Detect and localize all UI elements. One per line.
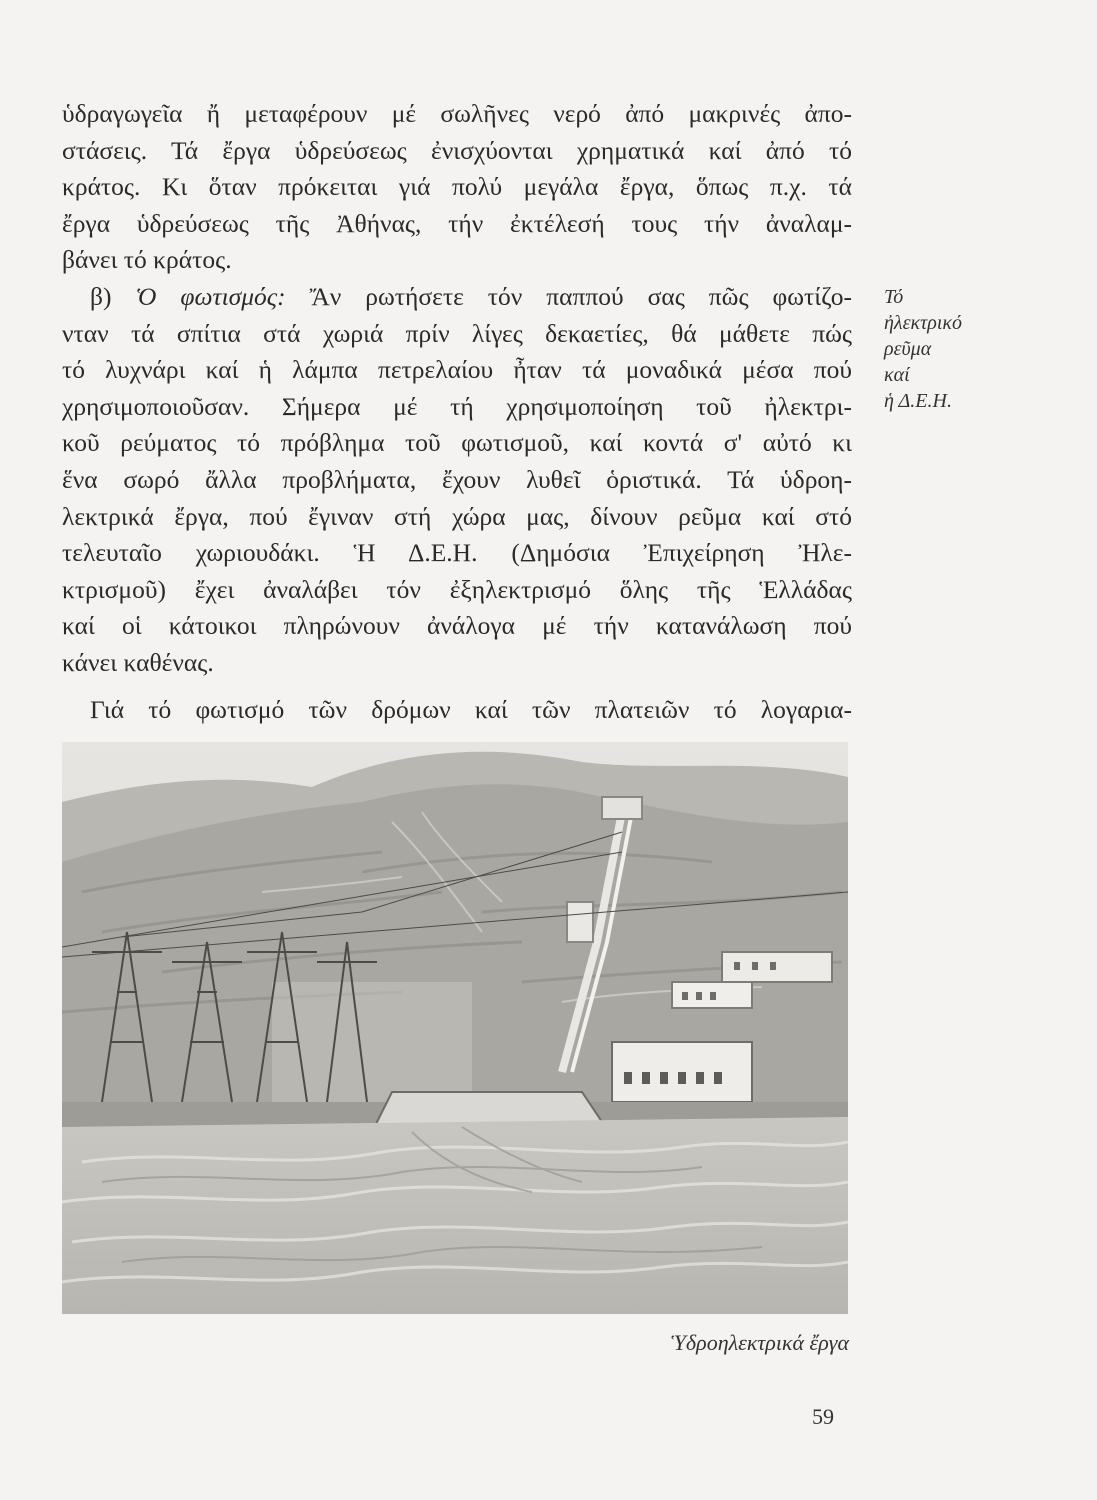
text-line — [62, 279, 852, 316]
text-line: νταν τά σπίτια στά χωριά πρίν λίγες δεκαετίες, θά μάθετε πώς — [62, 318, 852, 348]
margin-note — [884, 284, 1064, 414]
text-line: κράτος. Κι ὅταν πρόκειται γιά πολύ μεγάλα ἔργα, ὅπως π.χ. τά — [62, 172, 852, 202]
text-line: χρησιμοποιοῦσαν. Σήμερα μέ τή χρησιμοποίηση τοῦ ἠλεκτρι- — [62, 391, 852, 421]
section-heading: Ὁ φωτισμός: — [135, 281, 286, 311]
text-line: ἕνα σωρό ἄλλα προβλήματα, ἔχουν λυθεῖ ὁριστικά. Τά ὑδροη- — [62, 464, 852, 494]
text-line: βάνει τό κράτος. — [62, 245, 232, 275]
text-line: καί οἱ κάτοικοι πληρώνουν ἀνάλογα μέ τήν κατανάλωση πού — [62, 611, 852, 641]
text-line: κάνει καθένας. — [62, 647, 214, 677]
text-line: ἔργα ὑδρεύσεως τῆς Ἀθήνας, τήν ἐκτέλεσή τους τήν ἀναλαμ- — [62, 208, 852, 238]
text-line: Γιά τό φωτισμό τῶν δρόμων καί τῶν πλατειῶν τό λογαρια- — [90, 694, 852, 724]
text-line: τό λυχνάρι καί ἡ λάμπα πετρελαίου ἦταν τά μοναδικά μέσα πού — [62, 355, 852, 385]
text-fragment: Ἄν ρωτήσετε τόν παππού σας πῶς φωτίζο- — [309, 281, 852, 311]
text-line: τελευταῖο χωριουδάκι. Ἡ Δ.Ε.Η. (Δημόσια Ἐπιχείρηση Ἠλε- — [62, 538, 852, 568]
paragraph-water-supply — [62, 96, 852, 279]
hydroelectric-illustration — [62, 742, 848, 1314]
text-line: ὑδραγωγεῖα ἤ μεταφέρουν μέ σωλῆνες νερό ἀπό μακρινές ἀπο- — [62, 99, 852, 128]
text-line: κοῦ ρεύματος τό πρόβλημα τοῦ φωτισμοῦ, καί κοντά σ' αὐτό κι — [62, 428, 852, 458]
margin-note-line: καί — [884, 364, 910, 386]
paragraph-gap — [62, 682, 852, 692]
figure-caption: Ὑδροηλεκτρικά ἔργα — [671, 1330, 849, 1355]
margin-note-line: ἠλεκτρικό — [884, 312, 962, 334]
margin-note-line: ρεῦμα — [884, 338, 932, 360]
section-label: β) — [90, 281, 112, 311]
paragraph-lighting — [62, 279, 852, 682]
margin-note-line: Τό — [884, 286, 904, 308]
text-line: λεκτρικά ἔργα, πού ἔγιναν στή χώρα μας, δίνουν ρεῦμα καί στό — [62, 501, 852, 531]
page-number: 59 — [812, 1404, 834, 1429]
margin-note-line: ἡ Δ.Ε.Η. — [884, 390, 952, 412]
body-text — [62, 96, 852, 728]
illustration-drawing — [62, 742, 848, 1314]
text-line: στάσεις. Τά ἔργα ὑδρεύσεως ἐνισχύονται χρηματικά καί ἀπό τό — [62, 135, 852, 165]
text-line: κτρισμοῦ) ἔχει ἀναλάβει τόν ἐξηλεκτρισμό ὅλης τῆς Ἑλλάδας — [62, 574, 852, 604]
paragraph-street-lighting — [62, 692, 852, 729]
